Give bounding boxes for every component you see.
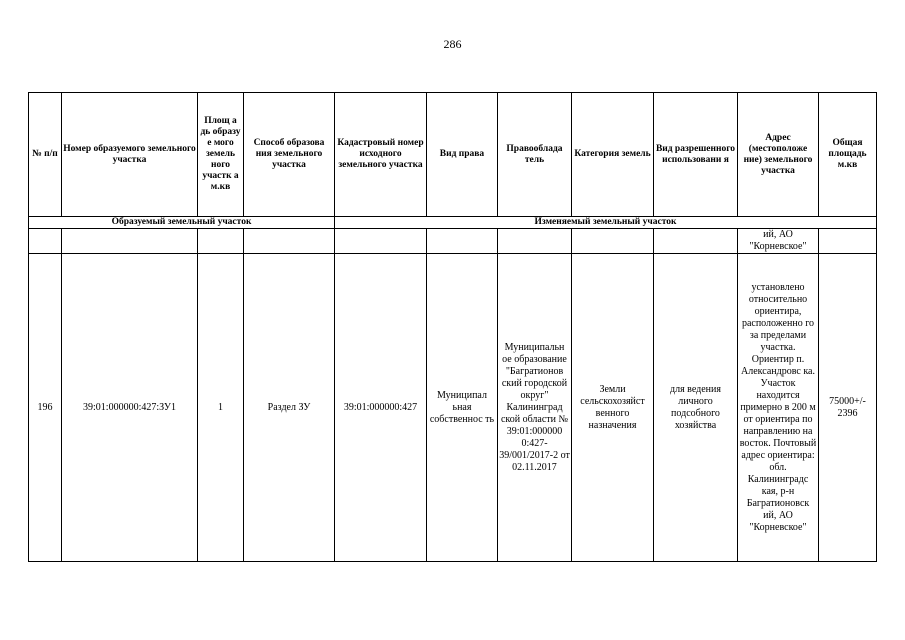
land-plot-table (28, 92, 877, 562)
cont-cell (427, 229, 498, 254)
cell-area: 1 (198, 254, 244, 562)
table-row (29, 254, 877, 562)
cont-cell (335, 229, 427, 254)
cell-source-cadastral: 39:01:000000:427 (335, 254, 427, 562)
header-holder: Правооблада тель (498, 93, 572, 217)
cell-num: 196 (29, 254, 62, 562)
continuation-row (29, 229, 877, 254)
section-formed: Образуемый земельный участок (29, 217, 335, 229)
cont-cell (62, 229, 198, 254)
cont-cell (29, 229, 62, 254)
header-num: № п/п (29, 93, 62, 217)
header-method: Способ образова ния земельного участка (244, 93, 335, 217)
cell-permitted-use: для ведения личного подсобного хозяйства (654, 254, 738, 562)
cell-right-type: Муниципал ьная собственнос ть (427, 254, 498, 562)
cont-cell (244, 229, 335, 254)
cont-cell (498, 229, 572, 254)
page-number: 286 (443, 37, 462, 51)
header-total-area: Общая площадь м.кв (819, 93, 877, 217)
cell-parcel-number: 39:01:000000:427:ЗУ1 (62, 254, 198, 562)
header-address: Адрес (местоположе ние) земельного участка (738, 93, 819, 217)
cell-total-area: 75000+/- 2396 (819, 254, 877, 562)
cont-cell (198, 229, 244, 254)
header-source-cadastral: Кадастровый номер исходного земельного участка (335, 93, 427, 217)
cont-cell (572, 229, 654, 254)
section-row (29, 217, 877, 229)
cell-holder: Муниципальн ое образование "Багратионов ский городской округ" Калининград ской области № 39:01:000000 0:427- 39/001/2017-2 от 02.11.2017 (498, 254, 572, 562)
cont-cell (819, 229, 877, 254)
header-row (29, 93, 877, 217)
cell-address: установлено относительно ориентира, расположенно го за пределами участка. Ориентир п. Александровс ка. Участок находится примерно в 200 м от ориентира по направлению на восток. Почтовый адрес ориентира: обл. Калининградс кая, р-н Багратионовск ий, АО "Корневское" (738, 254, 819, 562)
continuation-address: ий, АО "Корневское" (738, 229, 819, 254)
header-category: Категория земель (572, 93, 654, 217)
header-area: Площ а дь образу е мого земель ного участк а м.кв (198, 93, 244, 217)
header-right-type: Вид права (427, 93, 498, 217)
cell-category: Земли сельскохозяйст венного назначения (572, 254, 654, 562)
header-parcel-number: Номер образуемого земельного участка (62, 93, 198, 217)
section-changed: Изменяемый земельный участок (335, 217, 877, 229)
cell-method: Раздел ЗУ (244, 254, 335, 562)
header-permitted-use: Вид разрешенного использовани я (654, 93, 738, 217)
cont-cell (654, 229, 738, 254)
